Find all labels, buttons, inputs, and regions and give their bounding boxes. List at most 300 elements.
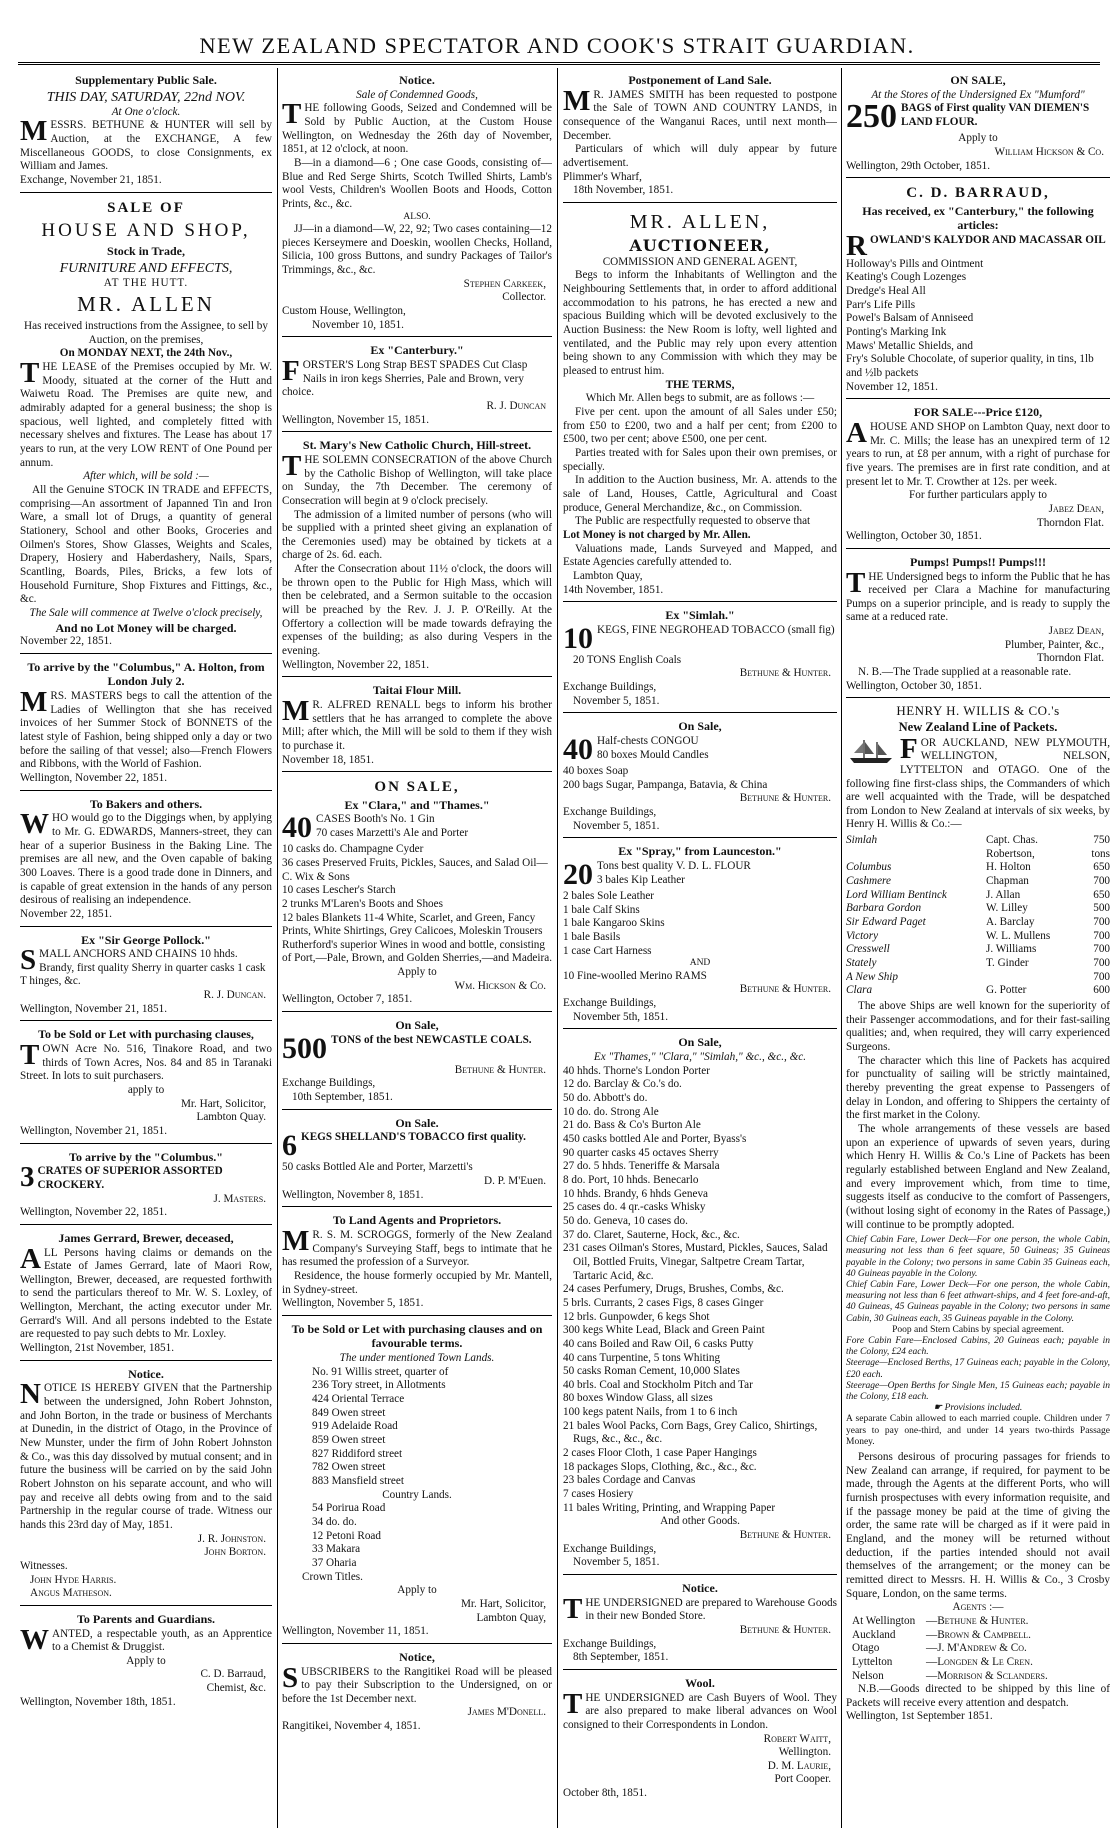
list-item: 10 casks do. Champagne Cyder bbox=[282, 843, 424, 856]
ad-body: B—in a diamond—6 ; One case Goods, consisting of—Blue and Red Serge Shirts, Scotch Twilled Shirts, Lamb's wool Vests, Children's Woollen Boots and Hoods, Cotton Prints, &c., &c. bbox=[282, 156, 552, 210]
ad-body: Persons desirous of procuring passages for friends to New Zealand can arrange, if required, for payment to be made, through the Agents at the different Ports, who will furnish prospectuses with every information requisite, and if the passage money be paid at the time of giving the order, the same rate will be charged as if it were paid in England, and the money will be returned without deduction, if the parties intended should not avail themselves of the arrangement; or the money can be remitted direct to Messrs. H. H. Willis & Co., 3 Crosby Square, London, on the same terms. bbox=[846, 1451, 1110, 1600]
list-item: 300 kegs White Lead, Black and Green Paint bbox=[563, 1324, 765, 1337]
fare-text: A separate Cabin allowed to each married couple. Children under 7 years to pay one-third, and under 14 years two-thirds Passage Money. bbox=[846, 1414, 1110, 1447]
ad-title: To arrive by the "Columbus," A. Holton, from London July 2. bbox=[27, 659, 265, 689]
ad-title: Taitai Flour Mill. bbox=[372, 683, 462, 698]
ad-title: On Sale, bbox=[678, 719, 722, 734]
ad-date: November 18, 1851. bbox=[282, 753, 374, 766]
column-3 bbox=[563, 70, 837, 1830]
drop-cap: N bbox=[20, 1378, 41, 1411]
ad-pumps bbox=[846, 552, 1110, 699]
ad-signature: John Borton. bbox=[204, 1546, 266, 1559]
drop-cap: W bbox=[20, 1623, 49, 1656]
ad-date: Rangitikei, November 4, 1851. bbox=[282, 1720, 421, 1733]
ad-subtitle: The under mentioned Town Lands. bbox=[339, 1352, 495, 1365]
ship-tons: 700 bbox=[1093, 875, 1110, 888]
list-item: Dredge's Heal All bbox=[846, 285, 926, 298]
agent-row bbox=[846, 1615, 1110, 1629]
ship-row bbox=[846, 875, 1110, 889]
ship-captain: T. Ginder bbox=[986, 957, 1029, 970]
ad-tobacco bbox=[282, 1113, 552, 1208]
ad-date: Exchange Buildings, bbox=[563, 997, 657, 1010]
ad-body: HE LEASE of the Premises occupied by Mr. W. Moody, situated at the corner of the Hutt and Waiwetu Road. The Premises are quite new, and admirably adapted for a general business; the shop is spacious, well lighted, and completely fitted with necessary shelves and fixtures. The Lease has about 17 years to run, at the very LOW RENT of One Pound per annum. bbox=[20, 361, 272, 469]
list-item: 200 bags Sugar, Pampanga, Batavia, & China bbox=[563, 778, 768, 791]
list-item: 90 quarter casks 45 octaves Sherry bbox=[563, 1146, 719, 1159]
ad-date: 14th November, 1851. bbox=[563, 583, 664, 596]
ship-row bbox=[846, 834, 1110, 861]
ad-signature: J. Masters. bbox=[213, 1192, 266, 1205]
ad-body: 20 TONS English Coals bbox=[573, 653, 682, 666]
list-item: 80 boxes Window Glass, all sizes bbox=[563, 1392, 713, 1405]
ad-signature: Bethune & Hunter. bbox=[739, 1623, 831, 1636]
ad-date: November 5, 1851. bbox=[573, 819, 660, 832]
big-number: 500 bbox=[282, 1031, 327, 1065]
list-item: 5 brls. Currants, 2 cases Figs, 8 cases Ginger bbox=[563, 1296, 764, 1309]
ad-text: Lot Money is not charged by Mr. Allen. bbox=[563, 528, 751, 541]
ad-date: Exchange Buildings, bbox=[563, 806, 657, 819]
ship-tons: 700 bbox=[1093, 943, 1110, 956]
ad-body: Valuations made, Lands Surveyed and Mapped, and Estate Agencies carefully attended to. bbox=[563, 542, 837, 569]
list-item: 231 cases Oilman's Stores, Mustard, Pickles, Sauces, Salad Oil, Bottled Fruits, Vinegar, Saltpetre Cream Tartar, Tartaric Acid, &c. bbox=[563, 1242, 828, 1282]
ad-date: Wellington, November 22, 1851. bbox=[20, 1206, 167, 1219]
ship-row bbox=[846, 902, 1110, 916]
ad-subtitle: Sale of Condemned Goods, bbox=[356, 88, 478, 101]
list-item: 1 case Cart Harness bbox=[563, 944, 652, 957]
list-item: Rutherford's superior Wines in wood and bottle, consisting of Port,—Pale, Brown, and Golden Sherries,—and Madeira. bbox=[282, 938, 552, 965]
ad-house-and-shop bbox=[20, 196, 272, 654]
ad-signature: Wellington. bbox=[778, 1746, 831, 1759]
drop-cap: M bbox=[282, 695, 310, 728]
ad-signature: Jabez Dean, bbox=[1048, 502, 1104, 515]
ad-day: THIS DAY, SATURDAY, 22nd NOV. bbox=[46, 89, 246, 105]
ad-date: November 5, 1851. bbox=[573, 1556, 660, 1569]
ship-tons: 700 bbox=[1093, 957, 1110, 970]
ad-title: FOR SALE---Price £120, bbox=[913, 405, 1043, 420]
ad-body: ORSTER'S Long Strap BEST SPADES Cut Clasp Nails in iron kegs Sherries, Pale and Brown, very choice. bbox=[282, 358, 528, 399]
ad-date: Wellington, November 22, 1851. bbox=[282, 658, 429, 671]
ad-date: Wellington, October 30, 1851. bbox=[846, 530, 982, 543]
ship-name: Cashmere bbox=[846, 875, 891, 888]
list-item: 50 do. Geneva, 10 cases do. bbox=[563, 1214, 688, 1227]
ad-signature: Jabez Dean, bbox=[1048, 625, 1104, 638]
ad-signature: C. D. Barraud, bbox=[200, 1668, 266, 1681]
ship-captain: J. Allan bbox=[986, 888, 1021, 901]
ad-date: Exchange Buildings, bbox=[282, 1077, 376, 1090]
ad-text: And no Lot Money will be charged. bbox=[55, 620, 237, 635]
masthead-rule bbox=[18, 62, 1100, 65]
list-item: 24 cases Perfumery, Drugs, Brushes, Combs, &c. bbox=[563, 1283, 784, 1296]
ad-body: MALL ANCHORS AND CHAINS 10 hhds. Brandy, first quality Sherry in quarter casks 1 cask T hinges, &c. bbox=[20, 948, 266, 988]
item-list bbox=[282, 813, 552, 966]
ad-subtitle: COMMISSION AND GENERAL AGENT, bbox=[602, 255, 798, 268]
ad-body: HO would go to the Diggings when, by applying to Mr. G. EDWARDS, Manners-street, they can hear of a superior Business in the Baking Line. The premises are all new, and the Oven capable of baking 300 Loaves. There is a good trade done in Dinners, and is capable of great extension in the hands of any person desirous of realising an independence. bbox=[20, 812, 272, 907]
ad-signature: Lambton Quay, bbox=[476, 1611, 546, 1624]
ad-title: Supplementary Public Sale. bbox=[75, 73, 217, 87]
ad-flour bbox=[846, 70, 1110, 178]
ship-tons: 750 tons bbox=[1091, 834, 1110, 860]
list-item: 23 bales Cordage and Canvas bbox=[563, 1474, 696, 1487]
ad-body: R. S. M. SCROGGS, formerly of the New Zealand Company's Surveying Staff, begs to intimate that he has resumed the profession of a Surveyor. bbox=[282, 1228, 552, 1269]
ad-date: 10th September, 1851. bbox=[292, 1091, 393, 1104]
list-item: 7 cases Hosiery bbox=[563, 1488, 634, 1501]
fare-text: ☛ Provisions included. bbox=[933, 1403, 1023, 1414]
ad-signature: Port Cooper. bbox=[774, 1773, 831, 1786]
ad-body: UBSCRIBERS to the Rangitikei Road will be pleased to pay their Subscription to the Undersigned, on or before the 1st December next. bbox=[282, 1665, 552, 1705]
ad-body: OWN Acre No. 516, Tinakore Road, and two thirds of Town Acres, Nos. 84 and 85 in Taranaki Street. In lots to suit purchasers. bbox=[20, 1043, 272, 1083]
ad-signature: Thorndon Flat. bbox=[1036, 652, 1104, 665]
list-item: 33 Makara bbox=[312, 1543, 361, 1556]
ad-signature: William Hickson & Co. bbox=[994, 145, 1104, 158]
drop-cap: M bbox=[282, 1224, 310, 1257]
ad-text: The Sale will commence at Twelve o'clock precisely, bbox=[29, 606, 263, 619]
ad-body: OTICE IS HEREBY GIVEN that the Partnership between the undersigned, John Robert Johnston, and John Borton, in the trade or business of Merchants at Dunedin, in the district of Otago, in the Province of New Munster, under the firm of John Robert Johnston & Co., was this day dissolved by mutual consent; and in future the business will be carried on by the said John Robert Johnston on his separate account, and who will pay and receive all debts owing from and to the said Partnership in the regular course of trade. Witness our hands this 23rd day of May, 1851. bbox=[20, 1382, 272, 1531]
column-1 bbox=[20, 70, 272, 1830]
ad-title: Ex "Spray," from Launceston." bbox=[618, 844, 782, 859]
ad-body: R. ALFRED RENALL begs to inform his brother settlers that he has arranged to complete the above Mill; after which, the Mill will be sold to them if they wish to purchase it. bbox=[282, 699, 552, 752]
ad-body: HOUSE AND SHOP on Lambton Quay, next door to Mr. C. Mills; the lease has an unexpired term of 12 years to run, at £8 per annum, with a right of purchase for five years. The premises are in first rate condition, and at present let to Mr. T. Crowther at 12s. per week. bbox=[846, 420, 1110, 488]
ship-name: Sir Edward Paget bbox=[846, 916, 926, 929]
item-list bbox=[563, 1065, 837, 1516]
ad-title: James Gerrard, Brewer, deceased, bbox=[58, 1230, 234, 1245]
ad-body: CRATES OF SUPERIOR ASSORTED CROCKERY. bbox=[37, 1165, 223, 1191]
ad-body: 10 Fine-woolled Merino RAMS bbox=[563, 969, 707, 982]
ship-tons: 700 bbox=[1093, 916, 1110, 929]
ad-sir-george-pollock bbox=[20, 930, 272, 1022]
ad-title: Postponement of Land Sale. bbox=[628, 73, 772, 87]
ad-signature: J. R. Johnston. bbox=[197, 1532, 266, 1545]
ad-body: KEGS, FINE NEGROHEAD TOBACCO (small fig) bbox=[597, 623, 835, 636]
ad-title: To Parents and Guardians. bbox=[76, 1611, 216, 1626]
ship-tons: 600 bbox=[1093, 984, 1110, 997]
ad-date: November 22, 1851. bbox=[20, 635, 112, 648]
ad-date: 8th September, 1851. bbox=[573, 1651, 669, 1664]
ad-willis-packets bbox=[846, 701, 1110, 1728]
ad-title: ON SALE, bbox=[374, 779, 460, 796]
list-item: 50 do. Abbott's do. bbox=[563, 1092, 648, 1105]
fare-text: Fore Cabin Fare—Enclosed Cabins, 20 Guineas each; payable in the Colony, £24 each. bbox=[846, 1335, 1110, 1358]
big-number: 20 bbox=[563, 857, 593, 891]
list-item: 40 cans Boiled and Raw Oil, 6 casks Putty bbox=[563, 1337, 754, 1350]
ad-body: 50 casks Bottled Ale and Porter, Marzetti's bbox=[282, 1161, 473, 1174]
ad-date: Wellington, 29th October, 1851. bbox=[846, 159, 991, 172]
ad-date: Wellington, November 11, 1851. bbox=[282, 1625, 429, 1638]
ship-row bbox=[846, 971, 1110, 985]
ad-signature: Mr. Hart, Solicitor, bbox=[180, 1097, 266, 1110]
agent-row bbox=[846, 1642, 1110, 1656]
ad-text: Apply to bbox=[397, 1584, 437, 1597]
agent-place: Auckland bbox=[852, 1628, 896, 1641]
ad-date: 18th November, 1851. bbox=[573, 184, 674, 197]
list-item: Fry's Soluble Chocolate, of superior quality, in tins, 1lb and ½lb packets bbox=[846, 353, 1094, 380]
ad-title: Ex "Sir George Pollock." bbox=[81, 932, 211, 947]
list-item: 883 Mansfield street bbox=[312, 1475, 404, 1487]
ad-date: Wellington, November 15, 1851. bbox=[282, 413, 429, 426]
drop-cap: S bbox=[282, 1661, 299, 1694]
ad-text: And other Goods. bbox=[660, 1515, 740, 1528]
ad-title: St. Mary's New Catholic Church, Hill-street. bbox=[302, 438, 532, 453]
masthead bbox=[0, 0, 1114, 60]
ad-text: Witnesses. bbox=[20, 1559, 68, 1572]
agent-name: —J. M'Andrew & Co. bbox=[926, 1642, 1027, 1655]
ad-title: Notice. bbox=[399, 73, 435, 87]
ad-body: The whole arrangements of these vessels are based upon an experience of upwards of seven years, during which Henry H. Willis & Co.'s Line of Packets has been regularly established between England and New Zealand, and every improvement which, from time to time, suggests itself as conducive to the comfort of Passengers, (without losing sight of economy in the Rates of Passage,) will continue to be promptly adopted. bbox=[846, 1122, 1110, 1231]
ship-name: Columbus bbox=[846, 861, 892, 874]
list-item: 50 casks Roman Cement, 10,000 Slates bbox=[563, 1365, 740, 1378]
ship-captain bbox=[986, 971, 1076, 985]
ad-subtitle: Stock in Trade, bbox=[107, 244, 185, 259]
ad-simlah-tobacco bbox=[563, 605, 837, 713]
ad-text: Apply to bbox=[126, 1654, 166, 1667]
ad-date: Exchange Buildings, bbox=[563, 1637, 657, 1650]
ad-body: LL Persons having claims or demands on the Estate of James Gerrard, late of Maori Row, Wellington, Brewer, deceased, are requested forthwith to send the particulars thereof to Mr. W. S. Loxley, of Wellington, Merchant, the acting executor under Mr. Gerrard's Will. And all persons indebted to the Estate are requested to pay such debts to Mr. Loxley. bbox=[20, 1246, 272, 1341]
ship-captain: Capt. Chas. Robertson, bbox=[986, 834, 1038, 860]
ad-body: Particulars of which will duly appear by future advertisement. bbox=[563, 143, 837, 169]
ad-signature: Robert Waitt, bbox=[763, 1732, 831, 1745]
ad-text: Apply to bbox=[958, 132, 998, 145]
agent-place: At Wellington bbox=[852, 1614, 916, 1627]
list-item: 2 bales Sole Leather bbox=[563, 889, 655, 902]
ad-date: Custom House, Wellington, bbox=[282, 305, 406, 318]
drop-cap: T bbox=[20, 1039, 40, 1072]
ad-date: Exchange Buildings, bbox=[563, 681, 657, 694]
ad-taitai-mill bbox=[282, 680, 552, 772]
ship-name: Victory bbox=[846, 929, 879, 942]
ad-subtitle: At the Stores of the Undersigned Ex "Mumford" bbox=[871, 88, 1085, 101]
ad-spray-launceston bbox=[563, 841, 837, 1029]
ad-clara-thames bbox=[282, 775, 552, 1012]
drop-cap: A bbox=[20, 1242, 41, 1275]
ad-signature: Bethune & Hunter. bbox=[739, 667, 831, 680]
column-divider bbox=[841, 68, 842, 1828]
ad-body: The above Ships are well known for the superiority of their Passenger accommodations, and for their fast-sailing qualities; and, when required, they will carry experienced Surgeons. bbox=[846, 1000, 1110, 1053]
ad-body: RS. MASTERS begs to call the attention of the Ladies of Wellington that she has received invoices of her Summer Stock of BONNETS of the latest style of Fashion, being shipped only a day or two before the sailing of that vessel; also—French Flowers and Ribbons, with the World of Fashion. bbox=[20, 690, 272, 771]
list-item: 1 bale Kangaroo Skins bbox=[563, 917, 665, 930]
list-item: 70 cases Marzetti's Ale and Porter bbox=[316, 826, 469, 839]
ad-body: BAGS of First quality VAN DIEMEN'S LAND FLOUR. bbox=[901, 102, 1090, 128]
ad-signature: Lambton Quay. bbox=[196, 1111, 266, 1124]
ad-when: On MONDAY NEXT, the 24th Nov., bbox=[59, 347, 233, 360]
ad-town-lands bbox=[282, 1319, 552, 1644]
ad-date: October 8th, 1851. bbox=[563, 1787, 647, 1800]
ad-body: The Public are respectfully requested to observe that bbox=[575, 515, 811, 528]
drop-cap: T bbox=[282, 449, 302, 482]
ship-captain: Chapman bbox=[986, 875, 1029, 888]
list-item: 3 bales Kip Leather bbox=[597, 873, 685, 886]
column-divider bbox=[277, 68, 278, 1828]
ship-tons: 700 bbox=[1093, 970, 1110, 983]
ad-bonded-store bbox=[563, 1578, 837, 1670]
ship-row bbox=[846, 943, 1110, 957]
ad-signature: Thorndon Flat. bbox=[1036, 516, 1104, 529]
agent-name: —Morrison & Sclanders. bbox=[926, 1669, 1048, 1682]
ad-columbus-bonnets bbox=[20, 657, 272, 791]
list-item: OWLAND'S KALYDOR AND MACASSAR OIL bbox=[869, 233, 1106, 246]
ad-body: Residence, the house formerly occupied by Mr. Mantell, in Sydney-street. bbox=[282, 1269, 552, 1296]
ad-signature: James M'Donell. bbox=[467, 1706, 546, 1719]
agent-row bbox=[846, 1670, 1110, 1684]
column-4 bbox=[846, 70, 1110, 1830]
ad-text: After which, will be sold :— bbox=[83, 470, 209, 483]
ad-title: HOUSE AND SHOP, bbox=[41, 219, 251, 241]
drop-cap: M bbox=[563, 84, 591, 117]
ship-name: Cresswell bbox=[846, 943, 890, 956]
list-item: 100 kegs patent Nails, from 1 to 6 inch bbox=[563, 1406, 738, 1419]
drop-cap: T bbox=[282, 98, 302, 131]
ad-body: Begs to inform the Inhabitants of Wellington and the Neighbouring Settlements that, in order to afford additional accommodation to his patrons, he has erected a new and spacious Building which will be devoted exclusively to the Auction Business: the New Room is lofty, well lighted and ventilated, and the Public may rely upon every attention being shown to any Commission with which they may be pleased to entrust him. bbox=[563, 269, 837, 378]
ad-subtitle: New Zealand Line of Packets. bbox=[898, 720, 1058, 735]
ad-date: Wellington, 21st November, 1851. bbox=[20, 1342, 175, 1355]
ad-signature: Bethune & Hunter. bbox=[454, 1063, 546, 1076]
ad-date: Wellington, 1st September 1851. bbox=[846, 1710, 993, 1723]
ad-date: Exchange Buildings, bbox=[563, 1542, 657, 1555]
ad-witness: Angus Matheson. bbox=[30, 1587, 112, 1600]
drop-cap: T bbox=[846, 566, 866, 599]
auctioneer-name: MR. ALLEN bbox=[77, 292, 215, 317]
ad-date: Wellington, November 5, 1851. bbox=[282, 1297, 424, 1310]
ad-signature: R. J. Duncan. bbox=[203, 989, 266, 1002]
ad-barraud bbox=[846, 181, 1110, 399]
ad-title: To Bakers and others. bbox=[89, 796, 203, 811]
list-item: 1 bale Basils bbox=[563, 930, 621, 943]
fare-text: Chief Cabin Fare, Lower Deck—For one person, the whole Cabin, measuring not less than 6 feet athwart-ships, and 4 feet fore-and-aft, 40 Guineas, 45 Guineas payable in the Colony; two persons in same Cabin, 30 Guineas each, 35 Guineas payable in the Colony. bbox=[846, 1279, 1110, 1324]
list-item: 1 bale Calf Skins bbox=[563, 903, 640, 916]
list-item: Ponting's Marking Ink bbox=[846, 326, 947, 339]
ad-newcastle-coals bbox=[282, 1015, 552, 1110]
fare-text: Steerage—Enclosed Berths, 17 Guineas each; payable in the Colony, £20 each. bbox=[846, 1358, 1110, 1380]
list-item: 40 cans Turpentine, 5 tons Whiting bbox=[563, 1351, 721, 1364]
ad-signature: Chemist, &c. bbox=[206, 1682, 266, 1695]
ad-title: Wool. bbox=[685, 1675, 715, 1690]
ad-text: Crown Titles. bbox=[302, 1570, 363, 1583]
ad-signature: D. P. M'Euen. bbox=[484, 1174, 546, 1187]
ship-tons: 650 bbox=[1093, 861, 1110, 874]
list-item: 54 Porirua Road bbox=[312, 1502, 386, 1515]
ad-text: Has received instructions from the Assignee, to sell by Auction, on the premises, bbox=[24, 320, 268, 346]
ad-body: Parties treated with for Sales upon their own premises, or specially. bbox=[563, 446, 837, 473]
drop-cap: T bbox=[20, 357, 40, 390]
agent-name: —Longden & Le Cren. bbox=[926, 1655, 1033, 1668]
agent-place: Otago bbox=[852, 1642, 880, 1655]
ad-title: To arrive by the "Columbus." bbox=[69, 1149, 223, 1164]
ad-title: ON SALE, bbox=[950, 73, 1006, 87]
list-item: 40 hhds. Thorne's London Porter bbox=[563, 1064, 710, 1077]
ad-parents-guardians bbox=[20, 1609, 272, 1714]
list-item: Tons best quality V. D. L. FLOUR bbox=[597, 859, 751, 872]
ad-title: On Sale. bbox=[395, 1115, 439, 1130]
ship-icon bbox=[846, 737, 896, 765]
agent-row bbox=[846, 1629, 1110, 1643]
list-item: 37 Oharia bbox=[312, 1556, 357, 1569]
ad-body: ESSRS. BETHUNE & HUNTER will sell by Auction, at the EXCHANGE, A few Miscellaneous GOODS, to close Consignments, ex William and James. bbox=[20, 119, 272, 173]
list-item: 8 do. Port, 10 hhds. Benecarlo bbox=[563, 1173, 699, 1186]
big-number: 40 bbox=[282, 811, 312, 845]
list-item: 12 do. Barclay & Co.'s do. bbox=[563, 1078, 682, 1091]
ship-row bbox=[846, 889, 1110, 903]
agent-list bbox=[846, 1615, 1110, 1683]
list-item: Powel's Balsam of Anniseed bbox=[846, 312, 974, 325]
list-item: Holloway's Pills and Ointment bbox=[846, 257, 984, 270]
big-number: 250 bbox=[846, 98, 897, 136]
ad-title: On Sale, bbox=[678, 1035, 722, 1050]
ad-date: Wellington, October 7, 1851. bbox=[282, 993, 413, 1006]
ad-body: JJ—in a diamond—W, 22, 92; Two cases containing—12 pieces Kerseymere and Doeskin, woollen Checks, Holland, Silicia, 100 gross Buttons, and sundry Packages of Tailor's Trimmings, &c., &c. bbox=[282, 223, 552, 277]
ad-land-agents bbox=[282, 1210, 552, 1316]
ad-title: Notice, bbox=[399, 1649, 435, 1664]
ship-row bbox=[846, 861, 1110, 875]
ad-signature: Plumber, Painter, &c., bbox=[1004, 638, 1104, 651]
ship-captain: W. L. Mullens bbox=[986, 929, 1051, 942]
fare-text: Poop and Stern Cabins by special agreement. bbox=[892, 1324, 1064, 1335]
ad-title: Notice. bbox=[128, 1366, 164, 1381]
list-item: 25 cases do. 4 qr.-casks Whisky bbox=[563, 1201, 706, 1214]
column-2 bbox=[282, 70, 552, 1830]
ship-captain: W. Lilley bbox=[986, 902, 1028, 915]
ad-supplementary-sale bbox=[20, 70, 272, 193]
list-item: 10 hhds. Brandy, 6 hhds Geneva bbox=[563, 1187, 708, 1200]
ad-date: Wellington, November 21, 1851. bbox=[20, 1124, 167, 1137]
ad-body: The character which this line of Packets has acquired for punctuality of sailing will be strictly maintained, thereby preventing the great expense to Passengers of delay in London, and offering to Shippers the certainty of the first market in the Colony. bbox=[846, 1054, 1110, 1122]
ad-title: Notice. bbox=[682, 1581, 718, 1596]
ad-rangitikei-road bbox=[282, 1647, 552, 1738]
ad-body: All the Genuine STOCK IN TRADE and EFFECTS, comprising—An assortment of Japanned Tin and Iron Ware, a small lot of Drugs, a quantity of general Stationery, School and other Books, Groceries and Oilmen's Stores, Show Glasses, Weights and Scales, Drapery, Hosiery and Haberdashery, Nails, Spars, Scantling, Boards, Piles, Bricks, a few lots of Household Furniture, Shop Fixtures and Fittings, &c., &c. bbox=[20, 483, 272, 606]
list-item: 12 Petoni Road bbox=[312, 1529, 381, 1542]
drop-cap: S bbox=[20, 944, 37, 977]
agent-name: —Brown & Campbell. bbox=[926, 1628, 1031, 1641]
list-item: 919 Adelaide Road bbox=[312, 1420, 398, 1433]
ad-subtitle: Ex "Clara," and "Thames." bbox=[344, 797, 490, 812]
ad-date: Exchange, November 21, 1851. bbox=[20, 173, 162, 186]
ship-captain: A. Barclay bbox=[986, 916, 1035, 929]
drop-cap: F bbox=[900, 732, 918, 765]
list-item: 859 Owen street bbox=[312, 1434, 386, 1447]
list-item: 80 boxes Mould Candles bbox=[597, 748, 709, 761]
list-item: No. 91 Willis street, quarter of bbox=[312, 1365, 449, 1378]
ship-name: Lord William Bentinck bbox=[846, 888, 947, 901]
agent-row bbox=[846, 1656, 1110, 1670]
ship-row bbox=[846, 930, 1110, 944]
ad-partnership-notice bbox=[20, 1364, 272, 1606]
list-item: 37 do. Claret, Sauterne, Hock, &c., &c. bbox=[563, 1228, 740, 1241]
ad-title: On Sale, bbox=[395, 1018, 439, 1033]
drop-cap: T bbox=[563, 1687, 583, 1720]
list-item: 21 bales Wool Packs, Corn Bags, Grey Calico, Shirtings, Rugs, &c., &c., &c. bbox=[563, 1419, 818, 1446]
ad-subtitle: THE TERMS, bbox=[665, 378, 735, 391]
drop-cap: M bbox=[20, 115, 48, 148]
drop-cap: T bbox=[563, 1592, 583, 1625]
ad-town-acre bbox=[20, 1024, 272, 1143]
ad-crockery bbox=[20, 1147, 272, 1225]
drop-cap: 3 bbox=[20, 1161, 35, 1194]
ad-for-sale-house bbox=[846, 402, 1110, 549]
ad-heading: SALE OF bbox=[107, 199, 185, 216]
ad-body: TONS of the best NEWCASTLE COALS. bbox=[331, 1033, 532, 1046]
ad-postponement bbox=[563, 70, 837, 203]
ad-signature: Bethune & Hunter. bbox=[739, 983, 831, 996]
list-item: 40 brls. Coal and Stockholm Pitch and Tar bbox=[563, 1378, 753, 1391]
ad-wool bbox=[563, 1673, 837, 1805]
ship-captain: J. Williams bbox=[986, 943, 1037, 956]
ad-date: Lambton Quay, bbox=[573, 569, 643, 582]
ad-body: N.B.—Goods directed to be shipped by this line of Packets will receive every attention and despatch. bbox=[846, 1683, 1110, 1709]
ad-body: N. B.—The Trade supplied at a reasonable rate. bbox=[858, 666, 1072, 679]
ad-date: Wellington, November 22, 1851. bbox=[20, 771, 167, 784]
agents-title: Agents :— bbox=[952, 1601, 1004, 1614]
ship-tons: 650 bbox=[1093, 888, 1110, 901]
list-item: 34 do. do. bbox=[312, 1515, 357, 1528]
ad-mr-allen-auctioneer bbox=[563, 206, 837, 602]
ad-location: AT THE HUTT. bbox=[103, 276, 189, 289]
ad-text: Apply to bbox=[397, 966, 437, 979]
